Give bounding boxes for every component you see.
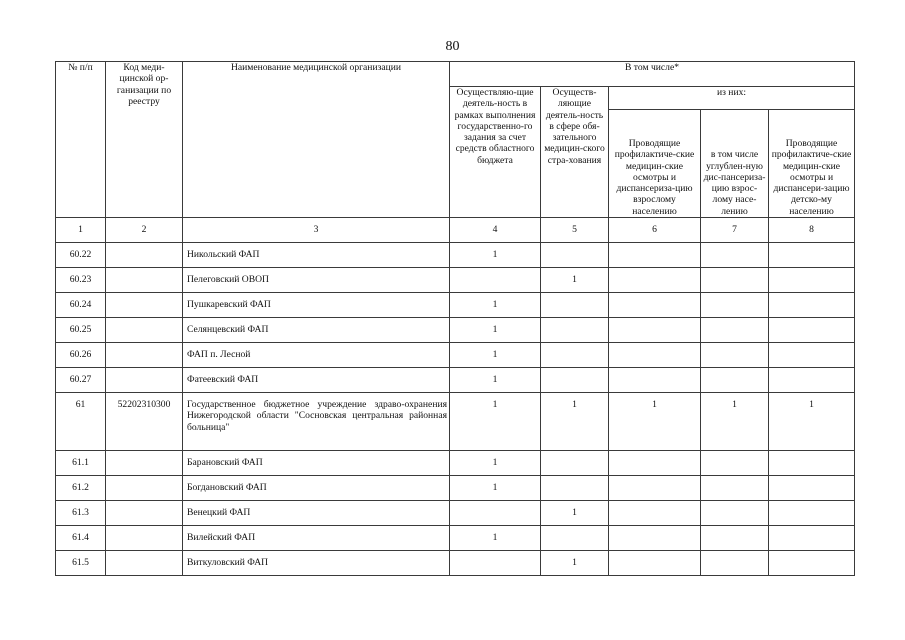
row-number: 61.5 — [56, 551, 106, 576]
row-registry-code — [106, 243, 183, 268]
row-col-4-mark: 1 — [450, 451, 541, 476]
row-number: 61.1 — [56, 451, 106, 476]
row-col-7-mark — [701, 526, 769, 551]
row-col-5-mark — [541, 526, 609, 551]
column-index-row — [56, 218, 855, 243]
row-col-5-mark — [541, 368, 609, 393]
row-col-4-mark: 1 — [450, 293, 541, 318]
row-registry-code — [106, 268, 183, 293]
row-col-6-mark — [609, 293, 701, 318]
header-col-5: Осуществ-ляющие деятель-ность в сфере обя-зательного медицин-ского стра-хования — [541, 87, 609, 218]
row-col-4-mark: 1 — [450, 476, 541, 501]
row-organization-name: Пелеговский ОВОП — [183, 268, 450, 293]
row-col-8-mark — [769, 476, 855, 501]
row-col-8-mark — [769, 551, 855, 576]
row-col-8-mark — [769, 368, 855, 393]
row-organization-name: Пушкаревский ФАП — [183, 293, 450, 318]
row-registry-code: 52202310300 — [106, 393, 183, 451]
row-col-6-mark — [609, 368, 701, 393]
row-col-7-mark — [701, 368, 769, 393]
row-col-4-mark: 1 — [450, 343, 541, 368]
row-organization-name: Виткуловский ФАП — [183, 551, 450, 576]
row-col-6-mark: 1 — [609, 393, 701, 451]
header-col-4: Осуществляю-щие деятель-ность в рамках выполнения государственно-го задания за счет средств областного бюджета — [450, 87, 541, 218]
row-number: 60.25 — [56, 318, 106, 343]
header-subgroup-of-them: из них: — [609, 87, 855, 110]
table-row — [56, 293, 855, 318]
column-index: 3 — [183, 218, 450, 243]
row-col-7-mark — [701, 476, 769, 501]
row-col-8-mark — [769, 526, 855, 551]
row-col-8-mark — [769, 268, 855, 293]
row-number: 60.26 — [56, 343, 106, 368]
row-organization-name: Богдановский ФАП — [183, 476, 450, 501]
column-index: 8 — [769, 218, 855, 243]
row-number: 61.3 — [56, 501, 106, 526]
column-index: 6 — [609, 218, 701, 243]
row-col-4-mark: 1 — [450, 243, 541, 268]
row-col-7-mark — [701, 318, 769, 343]
row-col-5-mark: 1 — [541, 268, 609, 293]
row-registry-code — [106, 526, 183, 551]
column-index: 5 — [541, 218, 609, 243]
row-col-5-mark — [541, 343, 609, 368]
row-organization-name: ФАП п. Лесной — [183, 343, 450, 368]
row-col-8-mark — [769, 501, 855, 526]
row-organization-name: Никольский ФАП — [183, 243, 450, 268]
header-col-num: № п/п — [56, 62, 106, 218]
row-col-8-mark — [769, 318, 855, 343]
table-row — [56, 526, 855, 551]
row-col-4-mark: 1 — [450, 526, 541, 551]
row-col-6-mark — [609, 268, 701, 293]
row-col-4-mark — [450, 551, 541, 576]
column-index: 2 — [106, 218, 183, 243]
row-col-7-mark — [701, 551, 769, 576]
row-col-5-mark: 1 — [541, 501, 609, 526]
row-number: 61.2 — [56, 476, 106, 501]
row-organization-name: Селянцевский ФАП — [183, 318, 450, 343]
row-col-5-mark — [541, 318, 609, 343]
row-col-4-mark: 1 — [450, 318, 541, 343]
table-row — [56, 268, 855, 293]
table-row — [56, 451, 855, 476]
row-col-5-mark — [541, 243, 609, 268]
row-organization-name: Фатеевский ФАП — [183, 368, 450, 393]
row-col-7-mark: 1 — [701, 393, 769, 451]
row-col-4-mark — [450, 501, 541, 526]
header-col-6: Проводящие профилактиче-ские медицин-ские осмотры и диспансериза-цию взрослому населению — [609, 110, 701, 218]
row-organization-name: Государственное бюджетное учреждение здраво-охранения Нижегородской области "Сосновская центральная районная больница" — [183, 393, 450, 451]
row-number: 61 — [56, 393, 106, 451]
row-registry-code — [106, 501, 183, 526]
row-number: 60.24 — [56, 293, 106, 318]
table-row — [56, 501, 855, 526]
row-col-7-mark — [701, 243, 769, 268]
row-col-7-mark — [701, 293, 769, 318]
row-col-5-mark — [541, 476, 609, 501]
row-registry-code — [106, 343, 183, 368]
row-col-6-mark — [609, 476, 701, 501]
row-col-5-mark: 1 — [541, 393, 609, 451]
row-col-6-mark — [609, 551, 701, 576]
page-number: 80 — [445, 39, 460, 54]
table-row — [56, 243, 855, 268]
row-col-7-mark — [701, 501, 769, 526]
row-number: 60.23 — [56, 268, 106, 293]
row-col-8-mark — [769, 293, 855, 318]
row-col-6-mark — [609, 343, 701, 368]
table-row — [56, 476, 855, 501]
row-col-5-mark — [541, 451, 609, 476]
table-body — [56, 218, 855, 576]
table-row — [56, 368, 855, 393]
row-registry-code — [106, 451, 183, 476]
row-col-5-mark: 1 — [541, 551, 609, 576]
medical-organizations-table — [55, 61, 855, 576]
column-index: 4 — [450, 218, 541, 243]
header-col-8: Проводящие профилактиче-ские медицин-ские осмотры и диспансери-зацию детско-му населению — [769, 110, 855, 218]
row-col-8-mark — [769, 343, 855, 368]
row-col-8-mark — [769, 451, 855, 476]
table-row — [56, 551, 855, 576]
column-index: 7 — [701, 218, 769, 243]
row-col-7-mark — [701, 451, 769, 476]
row-number: 60.22 — [56, 243, 106, 268]
row-registry-code — [106, 318, 183, 343]
row-organization-name: Вилейский ФАП — [183, 526, 450, 551]
row-col-8-mark — [769, 243, 855, 268]
row-col-6-mark — [609, 318, 701, 343]
row-organization-name: Венецкий ФАП — [183, 501, 450, 526]
row-col-6-mark — [609, 451, 701, 476]
row-col-4-mark: 1 — [450, 393, 541, 451]
row-col-8-mark: 1 — [769, 393, 855, 451]
row-registry-code — [106, 551, 183, 576]
header-group-including: В том числе* — [450, 62, 855, 87]
column-index: 1 — [56, 218, 106, 243]
row-col-7-mark — [701, 343, 769, 368]
row-organization-name: Барановский ФАП — [183, 451, 450, 476]
table-row — [56, 393, 855, 451]
table-row — [56, 343, 855, 368]
row-col-6-mark — [609, 501, 701, 526]
row-registry-code — [106, 293, 183, 318]
row-number: 61.4 — [56, 526, 106, 551]
row-col-5-mark — [541, 293, 609, 318]
row-col-4-mark: 1 — [450, 368, 541, 393]
row-number: 60.27 — [56, 368, 106, 393]
table-row — [56, 318, 855, 343]
row-col-6-mark — [609, 526, 701, 551]
header-col-name: Наименование медицинской организации — [183, 62, 450, 218]
header-col-code: Код меди-цинской ор-ганизации по реестру — [106, 62, 183, 218]
row-col-4-mark — [450, 268, 541, 293]
header-col-7: в том числе углублен-ную дис-пансериза-цию взрос-лому насе-лению — [701, 110, 769, 218]
row-col-6-mark — [609, 243, 701, 268]
row-registry-code — [106, 368, 183, 393]
row-registry-code — [106, 476, 183, 501]
row-col-7-mark — [701, 268, 769, 293]
